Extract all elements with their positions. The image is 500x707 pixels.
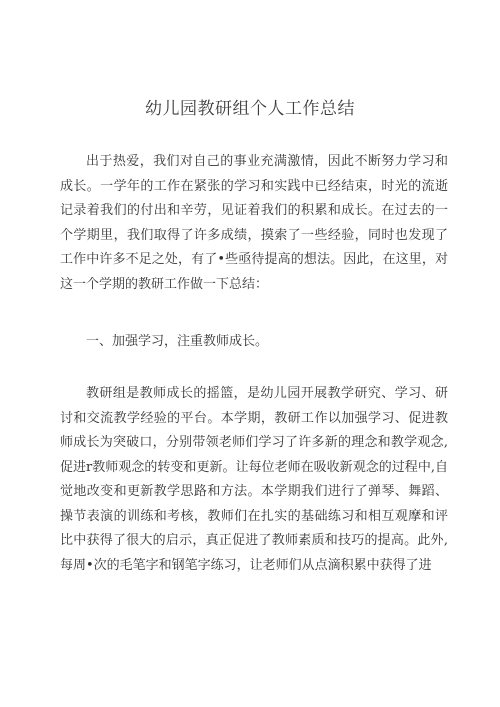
paragraph-intro: 出于热爱，我们对自己的事业充满激情，因此不断努力学习和成长。一学年的工作在紧张的学习和实践中已经结束，时光的流逝记录着我们的付出和辛劳，见证着我们的积累和成长。在过去的一个学期里，我们取得了许多成绩，摸索了一些经验，同时也发现了工作中许多不足之处，有了•些亟待提高的想法。因此，在这里，对这一个学期的教研工作做一下总结：: [60, 154, 448, 292]
section-heading-1: 一、加强学习，注重教师成长。: [86, 334, 269, 349]
paragraph-section-1: 教研组是教师成长的摇篮，是幼儿园开展教学研究、学习、研讨和交流教学经验的平台。本学期，教研工作以加强学习、促进教师成长为突破口，分别带领老师们学习了许多新的理念和教学观念,促进r教师观念的转变和更新。让每位老师在吸收新观念的过程中,自觉地改变和更新教学思路和方法。本学期我们进行了弹琴、舞蹈、操节表演的训练和考核，教师们在扎实的基础练习和相互观摩和评比中获得了很大的启示，真正促进了教师素质和技巧的提高。此外,每周•次的毛笔字和钢笔字练习，让老师们从点滴积累中获得了进: [60, 386, 448, 573]
document-title: 幼儿园教研组个人工作总结: [145, 99, 355, 119]
